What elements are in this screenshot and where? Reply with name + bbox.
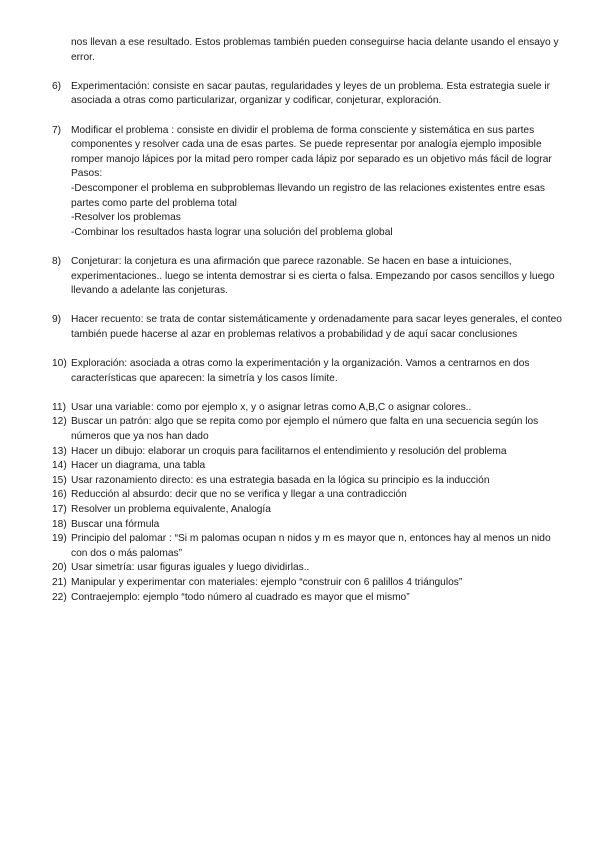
step-1: -Descomponer el problema en subproblemas llevando un registro de las relaciones existentes entre esas partes como parte del problema total <box>71 182 545 209</box>
item-number: 12) <box>52 416 67 428</box>
item-text: Hacer un dibujo: elaborar un croquis para facilitarnos el entendimiento y resolución del problema <box>71 445 507 457</box>
item-text: Usar una variable: como por ejemplo x, y o asignar letras como A,B,C o asignar colores.. <box>71 401 472 413</box>
item-number: 18) <box>52 518 67 530</box>
section-paragraph: Experimentación: consiste en sacar pautas, regularidades y leyes de un problema. Esta estrategia suele ir asociada a otras como particularizar, organizar y codificar, conjeturar, exploración. <box>71 80 551 107</box>
document-page <box>52 36 562 605</box>
spacer <box>52 65 562 80</box>
section-6 <box>52 80 562 109</box>
list-item <box>52 532 562 561</box>
steps-heading: Pasos: <box>71 168 103 180</box>
item-number: 16) <box>52 489 67 501</box>
item-text: Manipular y experimentar con materiales: ejemplo “construir con 6 palillos 4 triángulos” <box>71 576 463 588</box>
list-item <box>52 591 562 606</box>
item-text: Contraejemplo: ejemplo “todo número al cuadrado es mayor que el mismo” <box>71 591 410 603</box>
item-number: 14) <box>52 460 67 472</box>
item-number: 13) <box>52 445 67 457</box>
item-text: Usar simetría: usar figuras iguales y luego dividirlas.. <box>71 562 310 574</box>
list-item <box>52 401 562 416</box>
list-item <box>52 576 562 591</box>
section-paragraph: Exploración: asociada a otras como la experimentación y la organización. Vamos a centrarnos en dos características que aparecen: la simetría y los casos límite. <box>71 358 530 384</box>
list-item <box>52 561 562 576</box>
item-number: 20) <box>52 562 67 574</box>
list-item <box>52 459 562 474</box>
spacer <box>52 299 562 314</box>
item-text: Hacer un diagrama, una tabla <box>71 460 206 472</box>
item-text: Principio del palomar : “Si m palomas ocupan n nidos y m es mayor que n, entonces hay al menos un nido con dos o más palomas” <box>71 533 551 559</box>
section-9 <box>52 313 562 342</box>
intro-continuation: nos llevan a ese resultado. Estos problemas también pueden conseguirse hacia delante usando el ensayo y error. <box>71 37 559 63</box>
list-item <box>52 503 562 518</box>
section-7 <box>52 124 562 241</box>
step-3: -Combinar los resultados hasta lograr una solución del problema global <box>71 226 393 238</box>
list-item <box>52 518 562 533</box>
section-8 <box>52 255 562 299</box>
list-item <box>52 445 562 460</box>
strategy-list <box>52 401 562 605</box>
section-paragraph: Hacer recuento: se trata de contar sistemáticamente y ordenadamente para sacar leyes generales, el conteo también puede hacerse al azar en problemas relativos a probabilidad y de aquí sacar conclusiones <box>71 314 562 340</box>
spacer <box>52 109 562 124</box>
section-10 <box>52 357 562 386</box>
item-text: Reducción al absurdo: decir que no se verifica y llegar a una contradicción <box>71 489 407 501</box>
list-item <box>52 415 562 444</box>
section-paragraph: Modificar el problema : consiste en dividir el problema de forma consciente y sistemática en sus partes componentes y resolver cada una de esas partes. Se puede representar por analogía ejemplo imposible romper manojo lápices por la mitad pero romper cada lápiz por separado es un objetivo más fácil de lograr <box>71 124 552 165</box>
step-2: -Resolver los problemas <box>71 212 181 224</box>
spacer <box>52 386 562 401</box>
section-number: 6) <box>52 80 62 92</box>
spacer <box>52 342 562 357</box>
section-number: 9) <box>52 314 62 326</box>
item-number: 22) <box>52 591 67 603</box>
item-number: 15) <box>52 474 67 486</box>
item-number: 19) <box>52 533 67 545</box>
item-text: Buscar un patrón: algo que se repita como por ejemplo el número que falta en una secuencia según los números que ya nos han dado <box>71 416 539 443</box>
list-item <box>52 474 562 489</box>
section-paragraph: Conjeturar: la conjetura es una afirmación que parece razonable. Se hacen en base a intuiciones, experimentaciones.. luego se intenta demostrar si es cierta o falsa. Empezando por casos sencillos y luego llevando a adelante las conjeturas. <box>71 255 555 297</box>
list-item <box>52 488 562 503</box>
item-text: Resolver un problema equivalente, Analogía <box>71 504 271 515</box>
item-number: 11) <box>52 401 66 413</box>
section-number: 10) <box>52 358 67 370</box>
section-number: 8) <box>52 255 62 267</box>
item-number: 21) <box>52 576 67 588</box>
item-number: 17) <box>52 504 67 515</box>
section-number: 7) <box>52 124 62 136</box>
spacer <box>52 240 562 255</box>
item-text: Usar razonamiento directo: es una estrategia basada en la lógica su principio es la inducción <box>71 474 490 486</box>
item-text: Buscar una fórmula <box>71 518 160 530</box>
